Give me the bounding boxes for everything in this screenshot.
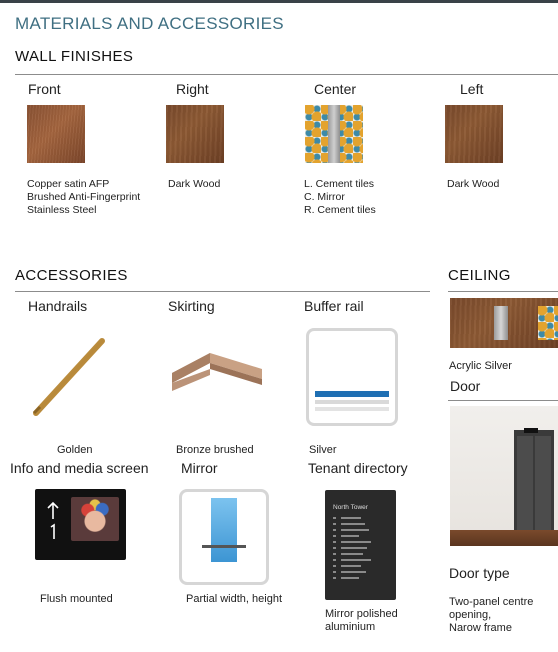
- mirror-panel: [211, 498, 237, 562]
- center-mirror-strip: [328, 105, 340, 163]
- directory-entry: [333, 541, 336, 543]
- directory-entry: [333, 559, 336, 561]
- skirting-caption: Bronze brushed: [176, 444, 254, 456]
- directory-entry: [341, 559, 371, 561]
- handrails-caption: Golden: [57, 444, 93, 456]
- tenant-directory-image: [325, 490, 396, 600]
- directory-entry: [333, 529, 336, 531]
- left-wood-swatch: [445, 105, 503, 163]
- directory-entry: [341, 523, 365, 525]
- directory-entry: [341, 535, 359, 537]
- directory-entry: [333, 571, 336, 573]
- top-bar: [0, 0, 558, 3]
- ceiling-tiles: [538, 306, 558, 340]
- info-screen-image: [35, 489, 126, 560]
- floor-indicator: [524, 428, 538, 433]
- buffer-rail-line: [315, 400, 389, 404]
- directory-entry: [341, 529, 369, 531]
- door-divider: [448, 400, 558, 401]
- directory-entry: [341, 517, 361, 519]
- label-door-type: Door type: [449, 565, 510, 581]
- media-thumbnail: [71, 497, 119, 541]
- label-buffer-rail: Buffer rail: [304, 298, 364, 314]
- handrail-image: [30, 333, 110, 423]
- label-right: Right: [176, 81, 209, 97]
- buffer-rail-line: [315, 407, 389, 411]
- accessories-divider: [15, 291, 430, 292]
- door-image: [450, 406, 558, 546]
- skirting-image: [170, 345, 265, 405]
- directory-entry: [333, 547, 336, 549]
- accessories-title: ACCESSORIES: [15, 267, 128, 284]
- label-door: Door: [450, 378, 481, 394]
- label-mirror: Mirror: [181, 460, 218, 476]
- right-caption: Dark Wood: [168, 178, 221, 190]
- mirror-card: [179, 489, 269, 585]
- directory-entry: [341, 577, 359, 579]
- label-info-screen: Info and media screen: [10, 460, 149, 476]
- center-caption: L. Cement tiles C. Mirror R. Cement tiles: [304, 178, 376, 216]
- ceiling-title: CEILING: [448, 267, 511, 284]
- directory-entry: [341, 547, 367, 549]
- mirror-caption: Partial width, height: [186, 593, 282, 605]
- directory-heading: North Tower: [333, 504, 368, 511]
- directory-entry: [333, 553, 336, 555]
- label-handrails: Handrails: [28, 298, 88, 314]
- label-front: Front: [28, 81, 61, 97]
- ceiling-image: [450, 298, 558, 348]
- buffer-rail-bar: [315, 391, 389, 397]
- directory-entry: [333, 565, 336, 567]
- directory-entry: [341, 541, 371, 543]
- ceiling-divider: [448, 291, 558, 292]
- label-left: Left: [460, 81, 484, 97]
- door-type-caption: Two-panel centre opening, Narow frame: [449, 596, 534, 634]
- ceiling-caption: Acrylic Silver: [449, 360, 512, 372]
- buffer-rail-card: [306, 328, 398, 426]
- buffer-rail-caption: Silver: [309, 444, 337, 456]
- front-copper-swatch: [27, 105, 85, 163]
- directory-entry: [333, 535, 336, 537]
- directory-entry: [333, 523, 336, 525]
- page-title: MATERIALS AND ACCESSORIES: [15, 14, 284, 33]
- tenant-directory-caption: Mirror polished aluminium: [325, 608, 398, 633]
- wall-finishes-divider: [15, 74, 558, 75]
- label-tenant-directory: Tenant directory: [308, 460, 408, 476]
- label-center: Center: [314, 81, 357, 97]
- arrow-up-icon: [45, 501, 61, 541]
- info-screen-caption: Flush mounted: [40, 593, 113, 605]
- right-wood-swatch: [166, 105, 224, 163]
- directory-entry: [333, 517, 336, 519]
- directory-entry: [341, 571, 366, 573]
- directory-entry: [341, 553, 363, 555]
- ceiling-acrylic-strip: [494, 306, 508, 340]
- door-floor: [450, 530, 558, 546]
- directory-entry: [333, 577, 336, 579]
- door-panel-left: [517, 436, 533, 530]
- mirror-handrail: [202, 545, 246, 548]
- label-skirting: Skirting: [168, 298, 215, 314]
- directory-entry: [341, 565, 361, 567]
- front-caption: Copper satin AFP Brushed Anti-Fingerprint Stainless Steel: [27, 178, 141, 216]
- center-tiles-swatch: [305, 105, 363, 163]
- wall-finishes-title: WALL FINISHES: [15, 48, 134, 65]
- left-caption: Dark Wood: [447, 178, 500, 190]
- door-panel-right: [535, 436, 551, 530]
